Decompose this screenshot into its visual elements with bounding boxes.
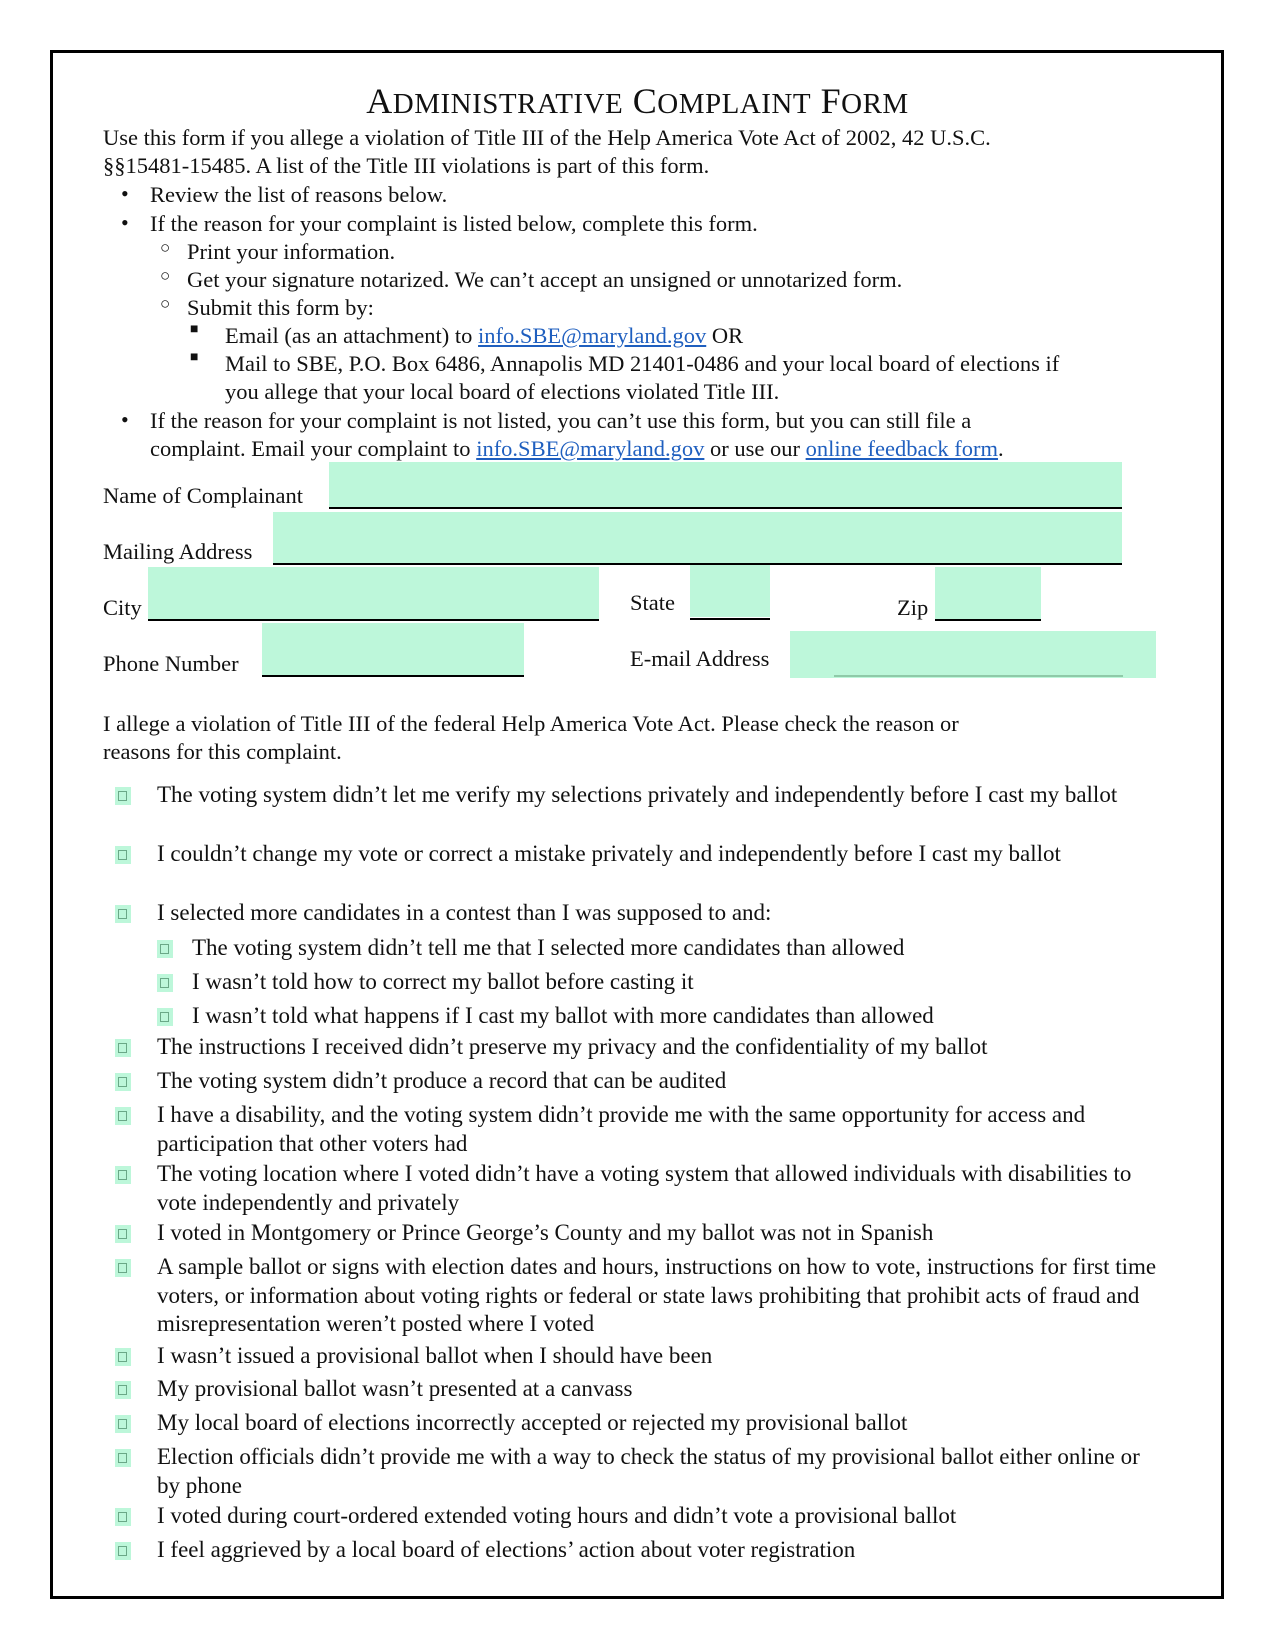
- phone-underline: [262, 675, 524, 677]
- reason-checkbox[interactable]: [115, 787, 131, 805]
- instruction-review: Review the list of reasons below.: [150, 182, 448, 207]
- sub-reason-text: The voting system didn’t tell me that I selected more candidates than allowed: [192, 935, 905, 960]
- city-label: City: [103, 595, 142, 620]
- reason-text: I selected more candidates in a contest than I was supposed to and:: [157, 900, 772, 925]
- reason-text: The voting system didn’t produce a record that can be audited: [157, 1068, 727, 1093]
- reason-text: A sample ballot or signs with election dates and hours, instructions on how to vote, instructions for first time voters, or information about voting rights or federal or state laws prohibiting that prohibit acts of fraud and misrepresentation weren’t posted where I voted: [157, 1254, 1157, 1336]
- instruction-if-listed: If the reason for your complaint is listed below, complete this form.: [150, 211, 758, 236]
- name-of-complainant-field[interactable]: [329, 462, 1122, 508]
- instruction-notarize: Get your signature notarized. We can’t accept an unsigned or unnotarized form.: [187, 267, 903, 292]
- circle-bullet-icon: ○: [160, 238, 171, 257]
- intro-line-1: Use this form if you allege a violation of Title III of the Help America Vote Act of 2002, 42 U.S.C.: [103, 125, 991, 150]
- not-listed-mid: or use our: [704, 436, 806, 461]
- instruction-email: [225, 322, 743, 351]
- phone-number-field[interactable]: [262, 623, 524, 675]
- instruction-not-listed-line-2: [150, 435, 1004, 464]
- circle-bullet-icon: ○: [160, 266, 171, 285]
- reason-checkbox[interactable]: [115, 1508, 131, 1526]
- reason-checkbox[interactable]: [115, 846, 131, 864]
- email-address-field[interactable]: [790, 631, 1156, 678]
- reason-checkbox[interactable]: [115, 1449, 131, 1467]
- reason-checkbox[interactable]: [115, 1348, 131, 1366]
- allegation-line-2: reasons for this complaint.: [103, 739, 342, 764]
- zip-underline: [935, 619, 1041, 621]
- reason-checkbox[interactable]: [115, 1381, 131, 1399]
- title-word: ORM: [841, 88, 909, 120]
- reason-checkbox[interactable]: [115, 1166, 131, 1184]
- reason-text: My provisional ballot wasn’t presented at a canvass: [157, 1376, 633, 1401]
- reason-checkbox[interactable]: [115, 1107, 131, 1125]
- instruction-print: Print your information.: [187, 239, 396, 264]
- email-underline: [834, 675, 1123, 677]
- phone-number-label: Phone Number: [103, 651, 239, 676]
- not-listed-end: .: [998, 436, 1004, 461]
- zip-label: Zip: [897, 595, 929, 620]
- email-link-2[interactable]: info.SBE@maryland.gov: [476, 436, 705, 461]
- sub-reason-text: I wasn’t told how to correct my ballot before casting it: [192, 969, 694, 994]
- mailing-address-field[interactable]: [273, 512, 1122, 563]
- email-suffix: OR: [706, 323, 744, 348]
- mailing-address-label: Mailing Address: [103, 539, 253, 564]
- title-word: DMINISTRATIVE: [392, 88, 624, 120]
- reason-checkbox[interactable]: [157, 974, 173, 992]
- circle-bullet-icon: ○: [160, 294, 171, 313]
- name-label: Name of Complainant: [103, 483, 303, 508]
- reason-checkbox[interactable]: [115, 1542, 131, 1560]
- square-bullet-icon: ■: [190, 322, 199, 337]
- zip-field[interactable]: [935, 567, 1041, 619]
- email-prefix: Email (as an attachment) to: [225, 323, 479, 348]
- reason-text: The voting location where I voted didn’t have a voting system that allowed individuals with disabilities to vote independently and privately: [157, 1161, 1132, 1215]
- reason-text: I feel aggrieved by a local board of elections’ action about voter registration: [157, 1537, 856, 1562]
- reason-text: I have a disability, and the voting system didn’t provide me with the same opportunity for access and participation that other voters had: [157, 1102, 1086, 1156]
- name-underline: [329, 507, 1122, 509]
- reason-checkbox[interactable]: [115, 1073, 131, 1091]
- not-listed-prefix: complaint. Email your complaint to: [150, 436, 477, 461]
- allegation-line-1: I allege a violation of Title III of the federal Help America Vote Act. Please check the reason or: [103, 711, 959, 736]
- title-initial: A: [366, 81, 393, 121]
- instruction-submit: Submit this form by:: [187, 295, 374, 320]
- reason-text: The voting system didn’t let me verify my selections privately and independently before I cast my ballot: [157, 782, 1118, 807]
- reason-text: I voted during court-ordered extended voting hours and didn’t vote a provisional ballot: [157, 1503, 957, 1528]
- reason-text: I voted in Montgomery or Prince George’s County and my ballot was not in Spanish: [157, 1220, 934, 1245]
- bullet-icon: •: [121, 210, 129, 235]
- reason-text: I couldn’t change my vote or correct a mistake privately and independently before I cast my ballot: [157, 841, 1061, 866]
- city-underline: [148, 619, 599, 621]
- bullet-icon: •: [121, 181, 129, 206]
- instruction-mail-line-1: Mail to SBE, P.O. Box 6486, Annapolis MD 21401-0486 and your local board of elections if: [225, 351, 1060, 376]
- square-bullet-icon: ■: [190, 350, 199, 365]
- reason-text: I wasn’t issued a provisional ballot when I should have been: [157, 1343, 713, 1368]
- reason-checkbox[interactable]: [115, 1039, 131, 1057]
- title-word: OMPLAINT: [657, 88, 812, 120]
- intro-line-2: §§15481-15485. A list of the Title III violations is part of this form.: [103, 153, 710, 178]
- reason-checkbox[interactable]: [115, 1225, 131, 1243]
- instruction-not-listed-line-1: If the reason for your complaint is not listed, you can’t use this form, but you can still file a: [150, 408, 972, 433]
- state-underline: [690, 618, 770, 620]
- email-link[interactable]: info.SBE@maryland.gov: [478, 323, 707, 348]
- bullet-icon: •: [121, 407, 129, 432]
- reason-checkbox[interactable]: [115, 905, 131, 923]
- city-field[interactable]: [148, 567, 599, 619]
- title-initial: C: [632, 81, 658, 121]
- reason-checkbox[interactable]: [157, 940, 173, 958]
- title-initial: F: [820, 81, 842, 121]
- reason-text: Election officials didn’t provide me with a way to check the status of my provisional ballot either online or by phone: [157, 1444, 1140, 1498]
- sub-reason-text: I wasn’t told what happens if I cast my ballot with more candidates than allowed: [192, 1003, 934, 1028]
- page-title: [0, 80, 1275, 122]
- reason-text: The instructions I received didn’t preserve my privacy and the confidentiality of my ballot: [157, 1034, 988, 1059]
- instruction-mail-line-2: you allege that your local board of elections violated Title III.: [225, 379, 780, 404]
- reason-checkbox[interactable]: [115, 1259, 131, 1277]
- state-label: State: [630, 590, 675, 615]
- online-feedback-form-link[interactable]: online feedback form: [805, 436, 999, 461]
- state-field[interactable]: [690, 565, 770, 617]
- email-address-label: E-mail Address: [630, 646, 770, 671]
- reason-checkbox[interactable]: [115, 1415, 131, 1433]
- reason-text: My local board of elections incorrectly accepted or rejected my provisional ballot: [157, 1410, 908, 1435]
- reason-checkbox[interactable]: [157, 1008, 173, 1026]
